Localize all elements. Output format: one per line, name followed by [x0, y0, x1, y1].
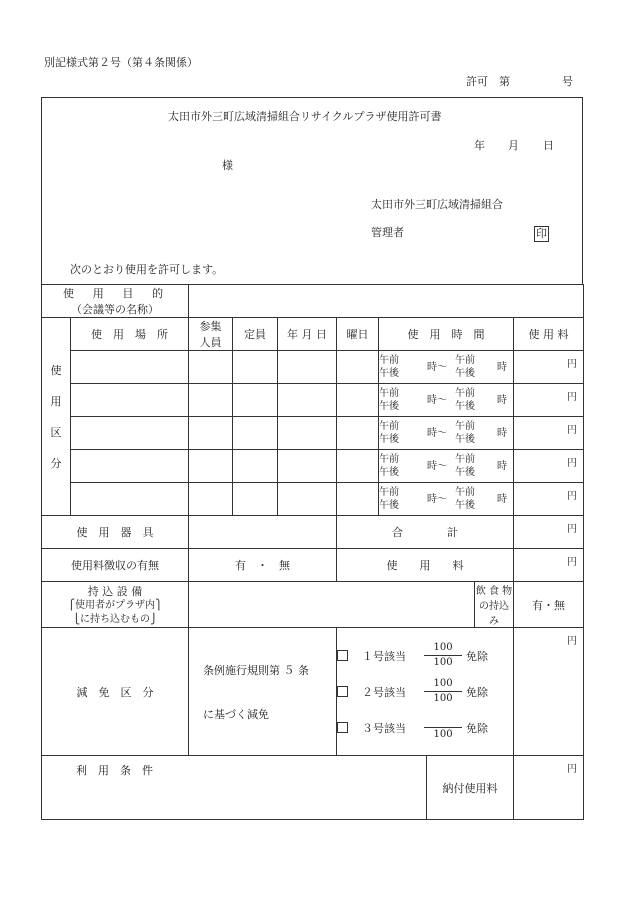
seal-mark: 印	[536, 227, 547, 240]
checkbox[interactable]	[337, 686, 348, 697]
checkbox[interactable]	[337, 650, 348, 661]
date-field[interactable]	[278, 417, 337, 450]
total-fee-field[interactable]	[514, 516, 584, 549]
fee-collection-label: 使用料徴収の有無	[42, 549, 189, 582]
header-date: 年 月 日	[278, 318, 337, 351]
usage-section-label: 使 用 区 分	[42, 318, 71, 516]
purpose-label: 使 用 目 的 （会議等の名称）	[42, 285, 189, 318]
usage-row	[42, 483, 584, 516]
header-people: 参集 人員	[189, 318, 233, 351]
capacity-field[interactable]	[233, 450, 278, 483]
place-field[interactable]	[71, 450, 189, 483]
permit-header-box	[41, 97, 583, 285]
yen-unit: 円	[567, 392, 578, 403]
carry-in-field[interactable]	[189, 582, 475, 628]
fee-field[interactable]	[514, 384, 584, 417]
conditions-row	[42, 756, 584, 820]
usage-header-row	[42, 318, 584, 351]
weekday-field[interactable]	[337, 384, 379, 417]
conditions-field[interactable]	[42, 756, 427, 820]
fee-field[interactable]	[514, 450, 584, 483]
usage-row	[42, 384, 584, 417]
header-weekday: 曜日	[337, 318, 379, 351]
place-field[interactable]	[71, 417, 189, 450]
yen-unit: 円	[567, 425, 578, 436]
people-field[interactable]	[189, 483, 233, 516]
permit-number-suffix: 号	[562, 75, 573, 88]
capacity-field[interactable]	[233, 351, 278, 384]
header-place: 使 用 場 所	[71, 318, 189, 351]
weekday-field[interactable]	[337, 450, 379, 483]
carry-in-row	[42, 582, 584, 628]
food-carry-in-label: 飲 食 物 の持込み	[475, 582, 514, 628]
time-range-field[interactable]: 午前 午後 時～ 午前 午後 時	[379, 384, 514, 417]
issuer-role: 管理者	[371, 226, 404, 239]
people-field[interactable]	[189, 384, 233, 417]
date-field[interactable]	[278, 450, 337, 483]
capacity-field[interactable]	[233, 417, 278, 450]
time-range-field[interactable]: 午前 午後 時～ 午前 午後 時	[379, 483, 514, 516]
exemption-option[interactable]: １号該当 $\frac{100}{100}$ 免除	[337, 638, 513, 674]
exemption-option[interactable]: ２号該当 $\frac{100}{100}$ 免除	[337, 674, 513, 710]
capacity-field[interactable]	[233, 483, 278, 516]
header-capacity: 定員	[233, 318, 278, 351]
yen-unit: 円	[567, 557, 578, 568]
usage-row	[42, 450, 584, 483]
checkbox[interactable]	[337, 722, 348, 733]
header-time: 使 用 時 間	[379, 318, 514, 351]
date-month: 月	[508, 139, 519, 152]
date-field[interactable]	[278, 351, 337, 384]
exemption-options	[337, 628, 514, 756]
exemption-fee-field[interactable]	[514, 628, 584, 756]
time-range-field[interactable]: 午前 午後 時～ 午前 午後 時	[379, 417, 514, 450]
date-field[interactable]	[278, 384, 337, 417]
yen-unit: 円	[567, 764, 578, 775]
exemption-label: 減 免 区 分	[42, 628, 189, 756]
yen-unit: 円	[567, 524, 578, 535]
equipment-label: 使 用 器 具	[42, 516, 189, 549]
usage-fee-field[interactable]	[514, 549, 584, 582]
date-field[interactable]	[278, 483, 337, 516]
place-field[interactable]	[71, 483, 189, 516]
people-field[interactable]	[189, 450, 233, 483]
header-fee: 使 用 料	[514, 318, 584, 351]
payment-label: 納付使用料	[427, 756, 514, 820]
place-field[interactable]	[71, 384, 189, 417]
purpose-row	[42, 285, 584, 318]
food-carry-in-options[interactable]: 有・無	[514, 582, 584, 628]
weekday-field[interactable]	[337, 351, 379, 384]
yen-unit: 円	[567, 359, 578, 370]
permit-number-prefix: 許可 第	[466, 75, 510, 88]
addressee-honorific: 様	[222, 159, 233, 172]
usage-row	[42, 417, 584, 450]
conditions-label: 利 用 条 件	[76, 764, 153, 777]
equipment-field[interactable]	[189, 516, 337, 549]
fee-collection-row	[42, 549, 584, 582]
people-field[interactable]	[189, 351, 233, 384]
date-year: 年	[474, 139, 485, 152]
time-range-field[interactable]: 午前 午後 時～ 午前 午後 時	[379, 351, 514, 384]
people-field[interactable]	[189, 417, 233, 450]
yen-unit: 円	[567, 636, 578, 647]
exemption-option[interactable]: ３号該当 100 免除	[337, 710, 513, 746]
capacity-field[interactable]	[233, 384, 278, 417]
yen-unit: 円	[567, 491, 578, 502]
payment-fee-field[interactable]	[514, 756, 584, 820]
fee-field[interactable]	[514, 351, 584, 384]
purpose-field[interactable]	[189, 285, 584, 318]
yen-unit: 円	[567, 458, 578, 469]
exemption-row	[42, 628, 584, 756]
exemption-basis: 条例施行規則第 ５ 条 に基づく減免	[189, 628, 337, 756]
time-range-field[interactable]: 午前 午後 時～ 午前 午後 時	[379, 450, 514, 483]
form-identifier: 別記様式第２号（第４条関係）	[44, 56, 198, 69]
intro-text: 次のとおり使用を許可します。	[70, 263, 224, 276]
usage-fee-label: 使 用 料	[337, 549, 514, 582]
usage-permit-table	[41, 284, 584, 820]
fee-field[interactable]	[514, 483, 584, 516]
fee-field[interactable]	[514, 417, 584, 450]
page-title: 太田市外三町広域清掃組合リサイクルプラザ使用許可書	[168, 110, 442, 123]
total-label: 合 計	[337, 516, 514, 549]
carry-in-label: 持 込 設 備 ⎧使用者がプラザ内⎫ ⎩に持ち込むもの⎭	[42, 582, 189, 628]
weekday-field[interactable]	[337, 417, 379, 450]
equipment-row	[42, 516, 584, 549]
place-field[interactable]	[71, 351, 189, 384]
fee-collection-options[interactable]: 有 ・ 無	[189, 549, 337, 582]
weekday-field[interactable]	[337, 483, 379, 516]
date-day: 日	[543, 139, 554, 152]
usage-row	[42, 351, 584, 384]
issuer-organization: 太田市外三町広域清掃組合	[371, 198, 503, 211]
